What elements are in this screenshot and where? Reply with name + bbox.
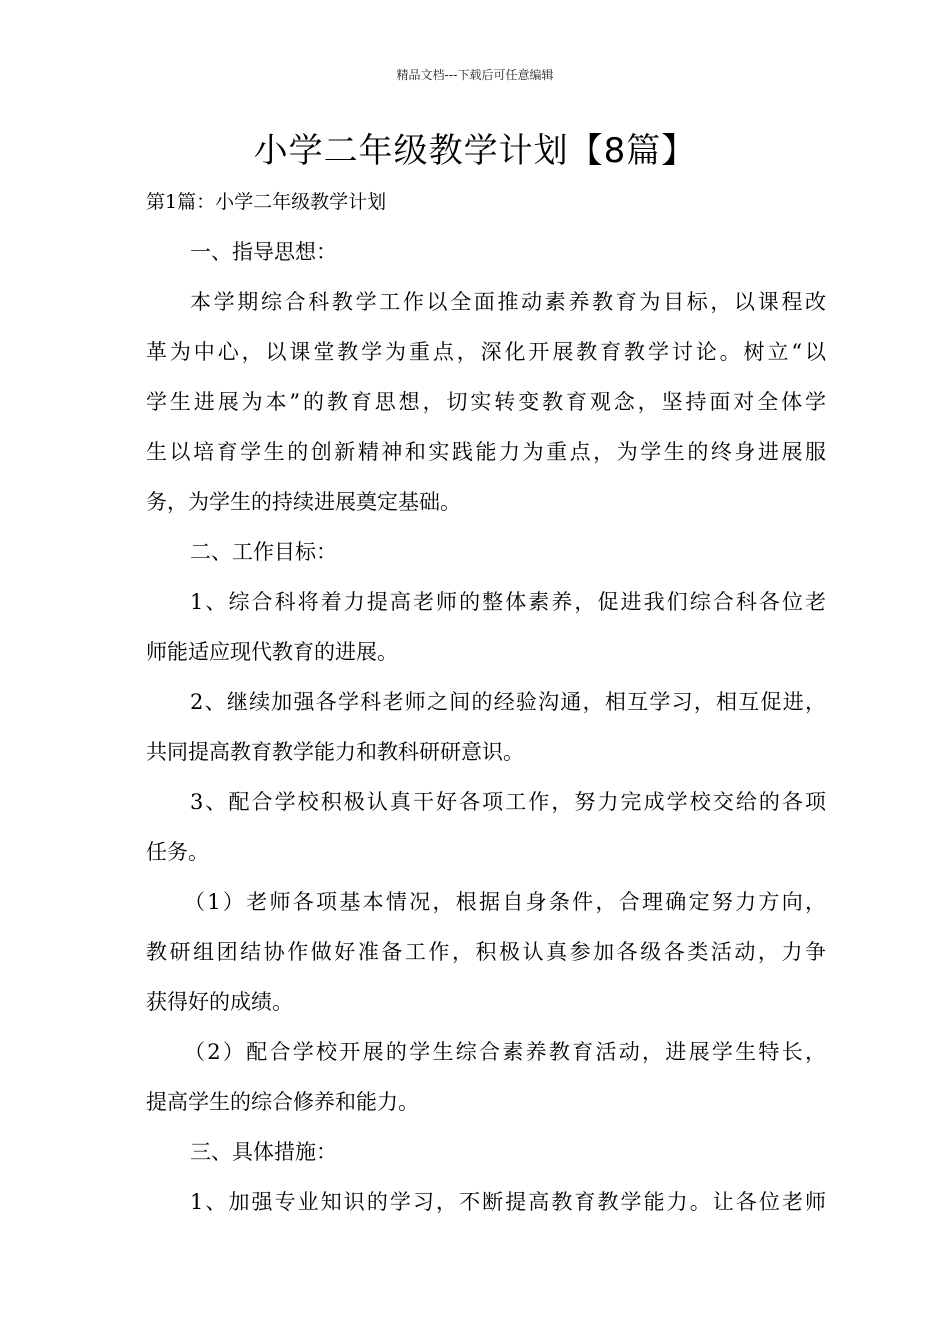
section-heading: 二、工作目标： <box>190 540 337 564</box>
paragraph-line: 本学期综合科教学工作以全面推动素养教育为目标，以课程改 <box>190 290 826 314</box>
paragraph-line: 共同提高教育教学能力和教科研研意识。 <box>146 740 524 764</box>
section-heading: 一、指导思想： <box>190 240 337 264</box>
paragraph-line: 获得好的成绩。 <box>146 990 293 1014</box>
paragraph-line: 提高学生的综合修养和能力。 <box>146 1090 419 1114</box>
document-body <box>146 180 826 1230</box>
header-watermark: 精品文档---下载后可任意编辑 <box>396 68 554 82</box>
paragraph-line: 务，为学生的持续进展奠定基础。 <box>146 490 461 514</box>
section-heading: 三、具体措施： <box>190 1140 337 1164</box>
paragraph-line: （1）老师各项基本情况，根据自身条件，合理确定努力方向， <box>184 890 826 914</box>
paragraph-line: 任务。 <box>146 840 209 864</box>
paragraph-line: 教研组团结协作做好准备工作，积极认真参加各级各类活动，力争 <box>146 940 826 964</box>
paragraph-line: 学生进展为本”的教育思想，切实转变教育观念，坚持面对全体学 <box>146 390 826 414</box>
paragraph-line: 师能适应现代教育的进展。 <box>146 640 398 664</box>
paragraph-line: 1、加强专业知识的学习，不断提高教育教学能力。让各位老师 <box>190 1190 826 1214</box>
paragraph-line: 生以培育学生的创新精神和实践能力为重点，为学生的终身进展服 <box>146 440 826 464</box>
document-title: 小学二年级教学计划【8篇】 <box>253 131 697 171</box>
paragraph-line: 1、综合科将着力提高老师的整体素养，促进我们综合科各位老 <box>190 590 826 614</box>
chapter-heading: 第1篇：小学二年级教学计划 <box>146 191 387 213</box>
paragraph-line: 2、继续加强各学科老师之间的经验沟通，相互学习，相互促进， <box>190 690 826 714</box>
paragraph-line: 革为中心，以课堂教学为重点，深化开展教育教学讨论。树立“以 <box>146 340 826 364</box>
paragraph-line: （2）配合学校开展的学生综合素养教育活动，进展学生特长， <box>184 1040 826 1064</box>
paragraph-line: 3、配合学校积极认真干好各项工作，努力完成学校交给的各项 <box>190 790 826 814</box>
